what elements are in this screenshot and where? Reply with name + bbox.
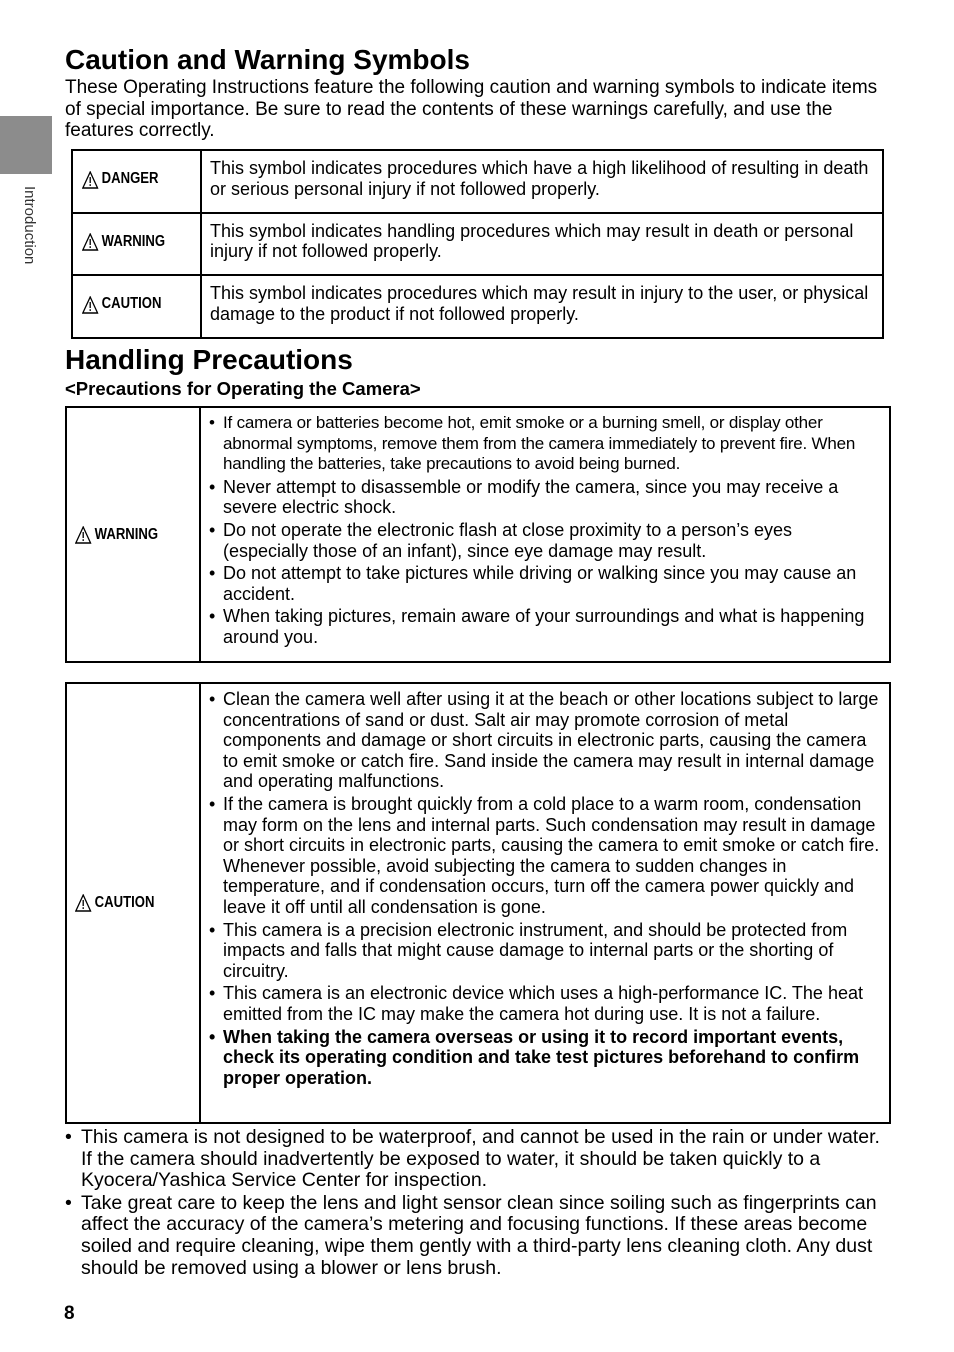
warning-triangle-icon bbox=[82, 296, 98, 314]
list-item: • When taking pictures, remain aware of your surroundings and what is happening around you. bbox=[209, 606, 881, 647]
list-item: • This camera is an electronic device which uses a high-performance IC. The heat emitted from the IC may make the camera hot during use. It is not a failure. bbox=[209, 983, 881, 1024]
handling-precautions-subheading: <Precautions for Operating the Camera> bbox=[65, 378, 421, 399]
list-item: • If camera or batteries become hot, emit smoke or a burning smell, or display other abnormal symptoms, remove them from the camera immediately to prevent fire. When handling the batteries, take precautions to avoid being burned. bbox=[209, 413, 881, 475]
section-tab-marker bbox=[0, 116, 52, 174]
caution-list bbox=[209, 689, 881, 1088]
danger-badge bbox=[82, 169, 159, 190]
warning-description: This symbol indicates handling procedures which may result in death or personal injury if not followed properly. bbox=[201, 213, 883, 276]
list-item: • If the camera is brought quickly from a cold place to a warm room, condensation may form on the lens and internal parts. Such condensation may result in damage or short circuits in electronic parts, causing the camera to emit smoke or catch fire. Whenever possible, avoid subjecting the camera to sudden changes in temperature, and if condensation occurs, turn off the camera power quickly and leave it off until all condensation is gone. bbox=[209, 794, 881, 918]
symbol-row-danger bbox=[72, 150, 883, 213]
danger-label: DANGER bbox=[101, 170, 159, 188]
warning-triangle-icon bbox=[75, 526, 91, 544]
caution-symbols-intro: These Operating Instructions feature the following caution and warning symbols to indicate items of special importance. Be sure to read the contents of these warnings carefully, and use the features correctly. bbox=[65, 77, 878, 141]
handling-precautions-heading: Handling Precautions bbox=[65, 344, 353, 375]
warning-box-label: WARNING bbox=[94, 525, 159, 543]
warning-triangle-icon bbox=[82, 233, 98, 251]
general-notes-list bbox=[65, 1127, 885, 1280]
caution-badge bbox=[82, 294, 161, 315]
list-item: • Do not operate the electronic flash at close proximity to a person’s eyes (especially those of an infant), since eye damage may result. bbox=[209, 520, 881, 561]
symbol-row-warning bbox=[72, 213, 883, 276]
list-item: • Clean the camera well after using it at the beach or other locations subject to large concentrations of sand or dust. Salt air may promote corrosion of metal components and damage or short circuits in electronic parts, causing the camera to emit smoke or catch fire. Sand inside the camera may result in internal damage and operating malfunctions. bbox=[209, 689, 881, 792]
danger-description: This symbol indicates procedures which have a high likelihood of resulting in death or serious personal injury if not followed properly. bbox=[201, 150, 883, 213]
caution-symbols-heading: Caution and Warning Symbols bbox=[65, 44, 470, 75]
warning-badge bbox=[82, 232, 165, 253]
section-tab-label: Introduction bbox=[21, 186, 38, 265]
caution-box-label: CAUTION bbox=[94, 894, 155, 911]
list-item: • Take great care to keep the lens and light sensor clean since soiling such as fingerprints can affect the accuracy of the camera’s metering and focusing functions. If these areas become soiled and require cleaning, wipe them gently with a third-party lens cleaning cloth. Any dust should be removed using a blower or lens brush. bbox=[65, 1193, 885, 1279]
warning-box bbox=[65, 406, 891, 663]
symbol-row-caution bbox=[72, 275, 883, 338]
list-item: • Do not attempt to take pictures while driving or walking since you may cause an accident. bbox=[209, 563, 881, 604]
symbol-table bbox=[71, 149, 884, 339]
list-item: • This camera is a precision electronic instrument, and should be protected from impacts and falls that might cause damage to internal parts or the shorting of circuitry. bbox=[209, 920, 881, 982]
caution-description: This symbol indicates procedures which may result in injury to the user, or physical damage to the product if not followed properly. bbox=[201, 275, 883, 338]
warning-triangle-icon bbox=[82, 171, 98, 189]
warning-box-badge bbox=[75, 526, 158, 544]
list-item: • This camera is not designed to be waterproof, and cannot be used in the rain or under water. If the camera should inadvertently be exposed to water, it should be taken quickly to a Kyocera/Yashica Service Center for inspection. bbox=[65, 1127, 885, 1192]
warning-label: WARNING bbox=[101, 232, 166, 250]
warning-list bbox=[209, 413, 881, 648]
caution-box-badge bbox=[75, 894, 154, 912]
caution-box bbox=[65, 682, 891, 1124]
list-item-emphasis: • When taking the camera overseas or using it to record important events, check its operating condition and take test pictures beforehand to confirm proper operation. bbox=[209, 1027, 881, 1089]
warning-triangle-icon bbox=[75, 894, 91, 912]
page-number: 8 bbox=[64, 1303, 75, 1324]
list-item: • Never attempt to disassemble or modify the camera, since you may receive a severe electric shock. bbox=[209, 477, 881, 518]
caution-label: CAUTION bbox=[101, 295, 162, 313]
